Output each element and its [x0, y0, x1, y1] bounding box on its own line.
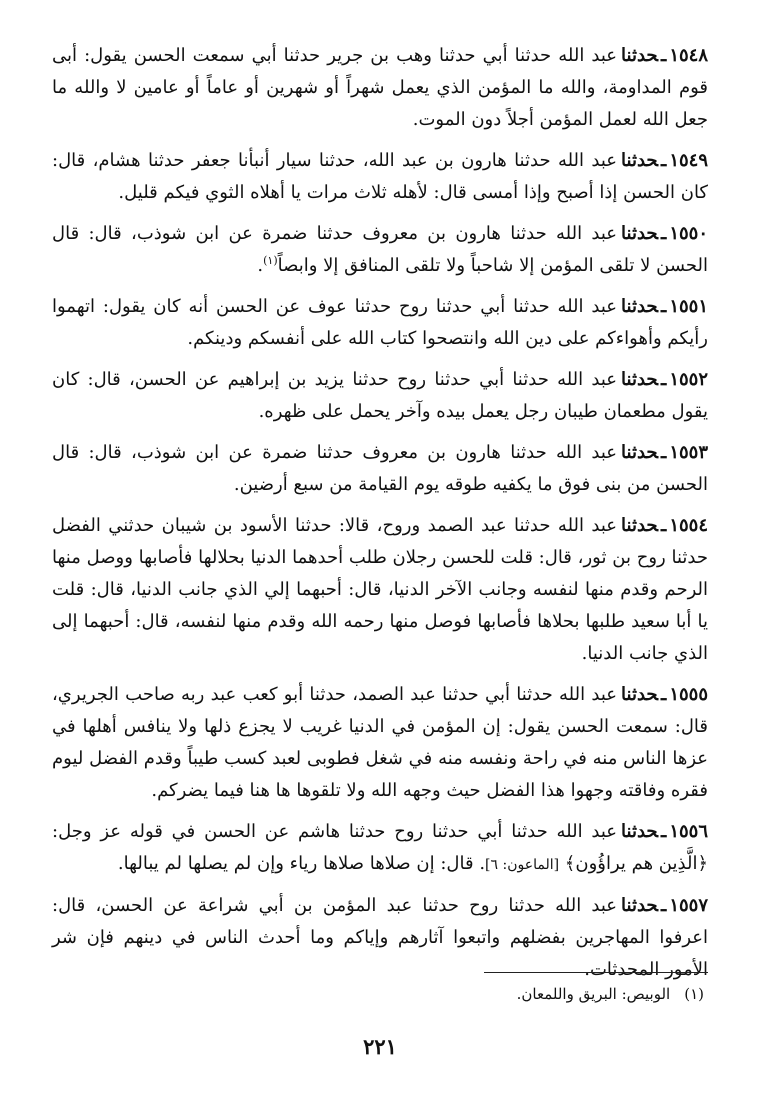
entry-number: ١٥٥١: [669, 296, 708, 317]
entry-text: عبد الله حدثنا هارون بن معروف حدثنا ضمرة عن ابن شوذب، قال: قال الحسن من بنى فوق ما يكفيه طوقه يوم القيامة من سبع أرضين.: [52, 442, 708, 495]
hadith-entry-1555: ١٥٥٥ـحدثناعبد الله حدثنا أبي حدثنا عبد الصمد، حدثنا أبو كعب عبد ربه صاحب الجريري، قال: سمعت الحسن يقول: إن المؤمن في الدنيا غريب لا يجزع ذلها ولا ينافس أهلها في عزها الناس منه في راحة ونفسه منه في شغل فطوبى لعبد كسب طيباً وقدم الفضل ليوم فقره وفاقته وجهوا هذا الفضل حيث وجهه الله ولا تلقوها ها هنا فيما يضركم.: [52, 684, 708, 801]
hadith-entry-1548: ١٥٤٨ـحدثناعبد الله حدثنا أبي حدثنا وهب بن جرير حدثنا أبي سمعت الحسن يقول: أبى قوم المداومة، والله ما المؤمن الذي يعمل شهراً أو شهرين أو عاماً أو عامين لا والله ما جعل الله لعمل المؤمن أجلاً دون الموت.: [52, 45, 708, 130]
entry-number: ١٥٥٥: [669, 684, 708, 705]
hadith-entry-1549: ١٥٤٩ـحدثناعبد الله حدثنا هارون بن عبد الله، حدثنا سيار أنبأنا جعفر حدثنا هشام، قال: كان الحسن إذا أصبح وإذا أمسى قال: لأهله ثلاث مرات يا أهلاه الثوي فيكم قليل.: [52, 150, 708, 203]
hadith-entry-1550: ١٥٥٠ـحدثناعبد الله حدثنا هارون بن معروف حدثنا ضمرة عن ابن شوذب، قال: قال الحسن لا تلقى المؤمن إلا شاحباً ولا تلقى المنافق إلا وابصاً$^{(١)}$.: [52, 223, 708, 276]
hadith-entry-1551: ١٥٥١ـحدثناعبد الله حدثنا أبي حدثنا روح حدثنا عوف عن الحسن أنه كان يقول: اتهموا رأيكم وأهواءكم على دين الله وانتصحوا كتاب الله على أنفسكم ودينكم.: [52, 296, 708, 349]
entry-text-end: .: [257, 255, 264, 276]
entry-keyword: حدثنا: [621, 296, 659, 317]
entry-text: عبد الله حدثنا عبد الصمد وروح، قالا: حدثنا الأسود بن شيبان حدثني الفضل حدثنا روح بن ثور، قال: قلت للحسن رجلان طلب أحدهما الدنيا بحلالها فأصابها ووصل منها الرحم وقدم منها لنفسه وجانب الآخر الدنيا، قال: أحبهما إلي الذي جانب الدنيا، قال: قلت يا أبا سعيد طلبها بحلاها فأصابها فوصل منها رحمه الله وقدم منها لنفسه، قال: أحبهما إلى الذي جانب الدنيا.: [52, 515, 708, 664]
footnote-number: (١): [684, 985, 704, 1003]
entry-keyword: حدثنا: [621, 150, 659, 171]
entry-keyword: حدثنا: [621, 442, 659, 463]
hadith-entry-1553: ١٥٥٣ـحدثناعبد الله حدثنا هارون بن معروف حدثنا ضمرة عن ابن شوذب، قال: قال الحسن من بنى فوق ما يكفيه طوقه يوم القيامة من سبع أرضين.: [52, 442, 708, 495]
entry-text-end: . قال: إن صلاها صلاها رياء وإن لم يصلها لم يبالها.: [117, 853, 486, 874]
entry-text: عبد الله حدثنا أبي حدثنا روح حدثنا يزيد بن إبراهيم عن الحسن، قال: كان يقول مطعمان طيبان رجل يعمل بيده وآخر يحمل على ظهره.: [52, 369, 708, 422]
entry-keyword: حدثنا: [621, 369, 659, 390]
entry-number: ١٥٥٣: [669, 442, 708, 463]
entry-text: عبد الله حدثنا أبي حدثنا روح حدثنا هاشم عن الحسن في قوله عز وجل: ﴿الَّذِين هم يراؤُون﴾: [52, 821, 708, 874]
quran-reference: [الماعون: ٦]: [485, 857, 560, 873]
entry-text: عبد الله حدثنا أبي حدثنا عبد الصمد، حدثنا أبو كعب عبد ربه صاحب الجريري، قال: سمعت الحسن يقول: إن المؤمن في الدنيا غريب لا يجزع ذلها ولا ينافس أهلها في عزها الناس منه في راحة ونفسه منه في شغل فطوبى لعبد كسب طيباً وقدم الفضل ليوم فقره وفاقته وجهوا هذا الفضل حيث وجهه الله ولا تلقوها ها هنا فيما يضركم.: [52, 684, 708, 801]
hadith-entry-1556: ١٥٥٦ـحدثناعبد الله حدثنا أبي حدثنا روح حدثنا هاشم عن الحسن في قوله عز وجل: ﴿الَّذِين هم يراؤُون﴾ [الماعون: ٦]. قال: إن صلاها صلاها رياء وإن لم يصلها لم يبالها.: [52, 821, 708, 874]
entry-text: عبد الله حدثنا روح حدثنا عبد المؤمن بن أبي شراعة عن الحسن، قال: اعرفوا المهاجرين بفضلهم واتبعوا آثارهم وإياكم وما أحدث الناس في دينهم فإن شر الأمور المحدثات.: [52, 895, 708, 980]
hadith-entry-1554: ١٥٥٤ـحدثناعبد الله حدثنا عبد الصمد وروح، قالا: حدثنا الأسود بن شيبان حدثني الفضل حدثنا روح بن ثور، قال: قلت للحسن رجلان طلب أحدهما الدنيا بحلالها فأصابها ووصل منها الرحم وقدم منها لنفسه وجانب الآخر الدنيا، قال: أحبهما إلي الذي جانب الدنيا، قال: قلت يا أبا سعيد طلبها بحلاها فأصابها فوصل منها رحمه الله وقدم منها لنفسه، قال: أحبهما إلى الذي جانب الدنيا.: [52, 515, 708, 664]
hadith-entry-1557: ١٥٥٧ـحدثناعبد الله حدثنا روح حدثنا عبد المؤمن بن أبي شراعة عن الحسن، قال: اعرفوا المهاجرين بفضلهم واتبعوا آثارهم وإياكم وما أحدث الناس في دينهم فإن شر الأمور المحدثات.: [52, 895, 708, 980]
entry-keyword: حدثنا: [621, 684, 659, 705]
entry-number: ١٥٥٤: [669, 515, 708, 536]
entry-text: عبد الله حدثنا هارون بن معروف حدثنا ضمرة عن ابن شوذب، قال: قال الحسن لا تلقى المؤمن إلا شاحباً ولا تلقى المنافق إلا وابصاً: [52, 223, 708, 276]
entry-number: ١٥٥٠: [669, 223, 708, 244]
footnote-text: الوبيص: البريق واللمعان.: [516, 985, 671, 1003]
entry-keyword: حدثنا: [621, 895, 659, 916]
entry-text: عبد الله حدثنا أبي حدثنا وهب بن جرير حدثنا أبي سمعت الحسن يقول: أبى قوم المداومة، والله ما المؤمن الذي يعمل شهراً أو شهرين أو عاماً أو عامين لا والله ما جعل الله لعمل المؤمن أجلاً دون الموت.: [52, 45, 708, 130]
entry-keyword: حدثنا: [621, 821, 659, 842]
entry-number: ١٥٤٨: [669, 45, 708, 66]
footnote-reference: (١): [263, 254, 278, 267]
footnote-divider: [484, 972, 708, 973]
entry-text: عبد الله حدثنا أبي حدثنا روح حدثنا عوف عن الحسن أنه كان يقول: اتهموا رأيكم وأهواءكم على دين الله وانتصحوا كتاب الله على أنفسكم ودينكم.: [52, 296, 708, 349]
entry-number: ١٥٥٦: [669, 821, 708, 842]
entry-number: ١٥٤٩: [669, 150, 708, 171]
footnote: [517, 982, 704, 1006]
entry-text: عبد الله حدثنا هارون بن عبد الله، حدثنا سيار أنبأنا جعفر حدثنا هشام، قال: كان الحسن إذا أصبح وإذا أمسى قال: لأهله ثلاث مرات يا أهلاه الثوي فيكم قليل.: [52, 150, 708, 203]
entry-keyword: حدثنا: [621, 45, 659, 66]
page-number: ٢٢١: [363, 1034, 397, 1059]
entry-keyword: حدثنا: [621, 223, 659, 244]
entry-number: ١٥٥٢: [669, 369, 708, 390]
hadith-entry-1552: ١٥٥٢ـحدثناعبد الله حدثنا أبي حدثنا روح حدثنا يزيد بن إبراهيم عن الحسن، قال: كان يقول مطعمان طيبان رجل يعمل بيده وآخر يحمل على ظهره.: [52, 369, 708, 422]
entry-number: ١٥٥٧: [669, 895, 708, 916]
entry-keyword: حدثنا: [621, 515, 659, 536]
